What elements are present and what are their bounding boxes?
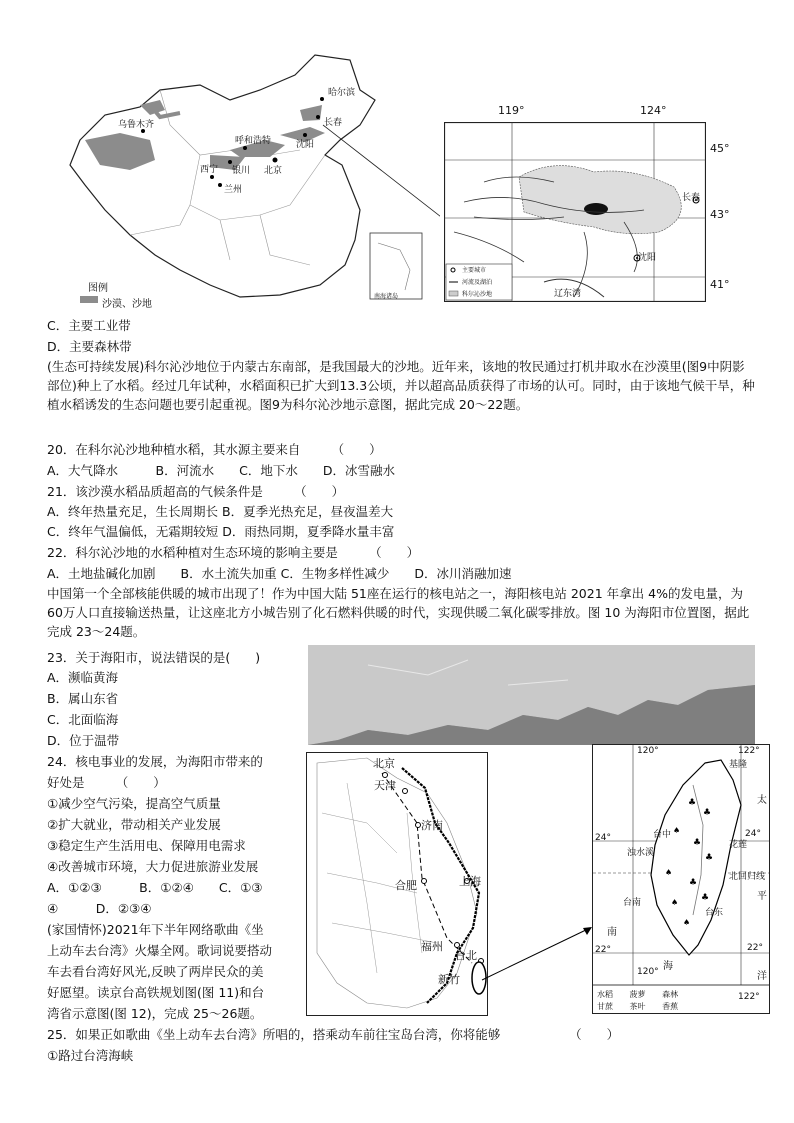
- svg-text:♣: ♣: [701, 893, 710, 903]
- legend-item: 菠萝: [629, 990, 646, 999]
- svg-text:♠: ♠: [673, 826, 681, 835]
- question-22: 22．科尔沁沙地的水稻种植对生态环境的影响主要是 （ ）: [47, 545, 420, 560]
- question-21-options: A．终年热量充足，生长周期长 B．夏季光热充足，昼夜温差大: [47, 504, 394, 519]
- question-21: 21．该沙漠水稻品质超高的气候条件是 （ ）: [47, 484, 345, 499]
- city-label: 北京: [373, 757, 395, 770]
- question-21-options: C．终年气温偏低，无霜期较短 D．雨热同期，夏季降水量丰富: [47, 524, 395, 539]
- question-25: 25．如果正如歌曲《坐上动车去台湾》所唱的，搭乘动车前往宝岛台湾，你将能够 （ ）: [47, 1027, 620, 1042]
- svg-text:♣: ♣: [689, 878, 698, 888]
- bay-label: 辽东湾: [554, 289, 582, 299]
- lat-label: 43°: [710, 208, 730, 221]
- city-label: 兰州: [224, 185, 243, 195]
- lat-label: 24°: [745, 829, 761, 839]
- legend-item: 甘蔗: [597, 1002, 613, 1011]
- lon-label: 120°: [637, 967, 659, 977]
- lat-label: 24°: [595, 833, 611, 843]
- haiyang-map-svg: [308, 645, 755, 745]
- paragraph-taiwan: 车去看台湾好风光,反映了两岸民众的美: [47, 964, 264, 979]
- place-label: 平: [757, 891, 767, 902]
- question-20: 20．在科尔沁沙地种植水稻，其水源主要来自 （ ）: [47, 442, 382, 457]
- svg-text:♠: ♠: [683, 918, 691, 927]
- legend-item: 森林: [662, 990, 679, 999]
- place-label: 花莲: [729, 840, 748, 850]
- city-label: 天津: [374, 779, 396, 792]
- paragraph-taiwan: (家国情怀)2021年下半年网络歌曲《坐: [47, 922, 264, 937]
- question-23-option: C．北面临海: [47, 712, 119, 727]
- lon-label: 122°: [738, 992, 760, 1002]
- question-20-options: A．大气降水 B．河流水 C．地下水 D．冰雪融水: [47, 463, 395, 478]
- legend-item: 香蕉: [662, 1002, 679, 1011]
- city-label: 台北: [455, 949, 477, 962]
- map12-legend: [597, 1001, 767, 1012]
- place-label: 台东: [705, 908, 724, 918]
- svg-text:♣: ♣: [705, 853, 714, 863]
- lat-label: 22°: [595, 945, 611, 955]
- china-desert-map: [60, 45, 440, 310]
- lat-label: 22°: [747, 943, 763, 953]
- svg-text:♠: ♠: [665, 868, 673, 877]
- legend-item: 水稻: [597, 990, 613, 999]
- svg-text:♠: ♠: [671, 898, 679, 907]
- lon-label: 120°: [637, 746, 659, 756]
- city-label: 沈阳: [638, 253, 657, 263]
- place-label: 台南: [623, 898, 642, 908]
- question-24-item: ②扩大就业，带动相关产业发展: [47, 817, 221, 832]
- question-24-options: ④ D．②③④: [47, 901, 152, 916]
- question-23-option: B．属山东省: [47, 691, 119, 706]
- question-24-item: ④改善城市环境，大力促进旅游业发展: [47, 859, 259, 874]
- lon-label: 119°: [498, 104, 525, 117]
- place-label: 台中: [653, 830, 672, 840]
- question-22-options: A．土地盐碱化加剧 B．水土流失加重 C．生物多样性减少 D．冰川消融加速: [47, 566, 512, 581]
- lon-label: 122°: [738, 746, 760, 756]
- paragraph-taiwan: 上动车去台湾》火爆全网。歌词说要搭动: [47, 943, 273, 958]
- lat-label: 41°: [710, 278, 730, 291]
- svg-text:♣: ♣: [688, 798, 697, 808]
- question-24-item: ③稳定生产生活用电、保障用电需求: [47, 838, 246, 853]
- china-outline-svg: [60, 45, 440, 310]
- legend-label: 主要城市: [462, 267, 487, 274]
- place-label: 海: [663, 961, 673, 972]
- city-label: 长春: [682, 193, 701, 203]
- legend-swatch: [80, 296, 98, 303]
- question-23: 23．关于海阳市，说法错误的是( ): [47, 650, 261, 665]
- place-label: 浊水溪: [627, 848, 655, 858]
- question-24-item: ①减少空气污染，提高空气质量: [47, 796, 221, 811]
- inset-label: 南海诸岛: [374, 293, 399, 300]
- city-label: 济南: [421, 819, 443, 832]
- city-label: 北京: [264, 166, 283, 176]
- legend-label: 科尔沁沙地: [462, 291, 493, 298]
- city-label: 银川: [232, 166, 251, 176]
- lon-label: 124°: [640, 104, 667, 117]
- legend-item: 茶叶: [629, 1002, 646, 1011]
- question-25-item: ①路过台湾海峡: [47, 1048, 134, 1063]
- legend-title: 图例: [88, 283, 108, 294]
- paragraph-haiyang: 中国第一个全部核能供暖的城市出现了！作为中国大陆 51座在运行的核电站之一，海阳核电站 2021 年拿出 4%的发电量，为 60万人口直接输送热量，让这座北方小城告别了化石燃料供暖的时代，实现供暖二氧化碳零排放。图 10 为海阳市位置图，据此完成 23～24题。: [47, 586, 750, 639]
- city-label: 呼和浩特: [235, 136, 272, 146]
- svg-text:♣: ♣: [703, 808, 712, 818]
- option-text: D．主要森林带: [47, 339, 132, 354]
- map12-legend: [597, 989, 767, 1000]
- place-label: 北回归线: [729, 872, 766, 882]
- south-sea-inset: [370, 233, 422, 299]
- pointer-arrow: [480, 920, 600, 990]
- place-label: 太: [757, 795, 767, 806]
- city-label: 新竹: [438, 973, 460, 986]
- city-label: 沈阳: [296, 140, 315, 150]
- legend-item: 沙漠、沙地: [102, 299, 152, 310]
- city-label: 福州: [421, 940, 443, 953]
- paragraph-taiwan: 好愿望。读京台高铁规划图(图 11)和台: [47, 985, 265, 1000]
- city-label: 乌鲁木齐: [118, 120, 155, 130]
- lat-label: 45°: [710, 142, 730, 155]
- city-label: 长春: [324, 118, 343, 128]
- paragraph-taiwan: 湾省示意图(图 12)，完成 25～26题。: [47, 1006, 263, 1021]
- taiwan-map: [592, 744, 770, 1014]
- haiyang-map: [308, 645, 755, 745]
- svg-text:♣: ♣: [693, 838, 702, 848]
- place-label: 基隆: [729, 760, 748, 770]
- horqin-map: [440, 100, 765, 305]
- legend-label: 河流及湖泊: [462, 279, 493, 286]
- city-label: 合肥: [395, 879, 417, 892]
- horqin-map-svg: [444, 122, 706, 302]
- question-24: 24．核电事业的发展，为海阳市带来的: [47, 754, 263, 769]
- question-23-option: D．位于温带: [47, 733, 120, 748]
- city-label: 哈尔滨: [328, 88, 356, 98]
- city-label: 上海: [459, 875, 481, 888]
- question-23-option: A．濒临黄海: [47, 670, 119, 685]
- city-label: 西宁: [200, 165, 219, 175]
- beijing-taipei-rail-map: [306, 752, 488, 1016]
- paragraph-horqin: (生态可持续发展)科尔沁沙地位于内蒙古东南部，是我国最大的沙地。近年来，该地的牧民通过打机井取水在沙漠里(图9中阴影部位)种上了水稻。经过几年试种，水稻面积已扩大到13.3公顷，并以超高品质获得了市场的认可。同时，由于该地气候干旱，种植水稻诱发的生态问题也要引起重视。图9为科尔沁沙地示意图，据此完成 20～22题。: [47, 359, 755, 412]
- place-label: 南: [607, 927, 617, 938]
- question-24-options: A．①②③ B．①②④ C．①③: [47, 880, 263, 895]
- question-24: 好处是 （ ）: [47, 775, 166, 790]
- place-label: 洋: [757, 971, 767, 982]
- option-text: C．主要工业带: [47, 318, 131, 333]
